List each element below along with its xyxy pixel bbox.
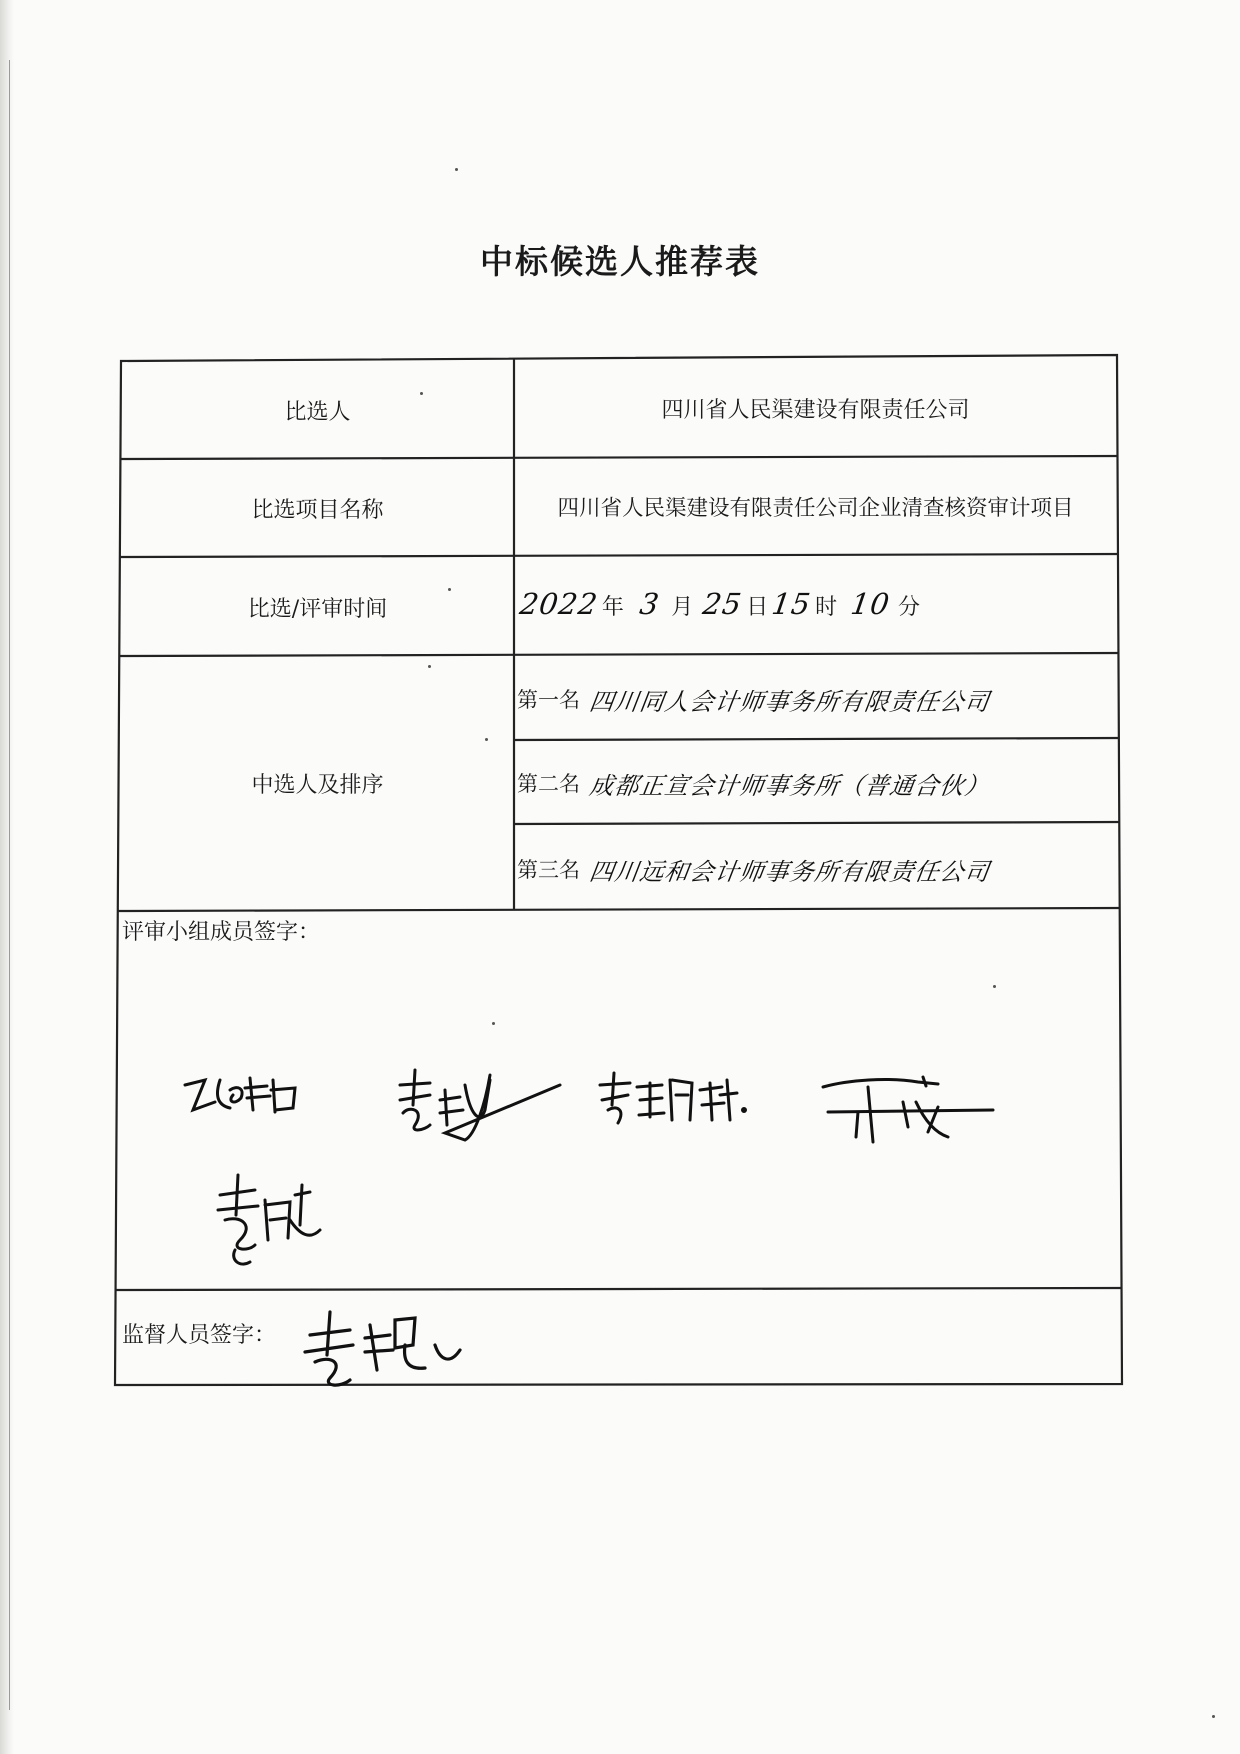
bidder-label: 比选人	[284, 400, 351, 425]
handwritten-hour: 15	[769, 587, 814, 621]
handwritten-month: 3	[637, 587, 662, 621]
project-name-value: 四川省人民渠建设有限责任公司企业清查核资审计项目	[557, 496, 1074, 521]
panel-signature-5	[210, 1170, 330, 1280]
bidder-value: 四川省人民渠建设有限责任公司	[661, 398, 970, 423]
handwritten-year: 2022	[517, 587, 601, 621]
minute-unit: 分	[898, 595, 921, 620]
rank-first-row	[517, 676, 990, 722]
panel-signature-2	[385, 1055, 575, 1145]
ranking-label: 中选人及排序	[251, 772, 384, 798]
rank-first-label: 第一名	[517, 688, 580, 712]
scan-speck	[485, 738, 488, 741]
scan-speck	[428, 665, 431, 668]
rank-second-name: 成都正宣会计师事务所（普通合伙）	[587, 771, 992, 800]
scan-speck	[492, 1022, 495, 1025]
scan-speck	[448, 588, 451, 591]
handwritten-day: 25	[700, 587, 745, 621]
panel-signature-3	[592, 1065, 762, 1145]
scan-speck	[993, 985, 996, 988]
supervisor-signature-label: 监督人员签字：	[122, 1323, 277, 1348]
rank-second-row	[517, 760, 990, 806]
handwritten-minute: 10	[848, 587, 893, 621]
month-unit: 月	[671, 595, 694, 620]
scan-speck	[455, 168, 458, 171]
supervisor-signature	[295, 1300, 465, 1390]
scan-speck	[1212, 1715, 1215, 1718]
rank-third-label: 第三名	[517, 858, 580, 882]
review-time-label: 比选/评审时间	[247, 596, 388, 622]
review-time-value	[517, 587, 921, 631]
rank-third-name: 四川远和会计师事务所有限责任公司	[587, 857, 992, 886]
panel-signature-label: 评审小组成员签字：	[122, 920, 321, 945]
hour-unit: 时	[815, 595, 838, 620]
form-title: 中标候选人推荐表	[480, 242, 760, 281]
rank-second-label: 第二名	[517, 772, 580, 796]
year-unit: 年	[601, 595, 624, 620]
rank-third-row	[517, 846, 990, 892]
scan-edge-line	[9, 60, 10, 1710]
scan-speck	[420, 392, 423, 395]
project-name-label: 比选项目名称	[251, 498, 384, 523]
panel-signature-4	[818, 1072, 998, 1152]
panel-signature-1	[175, 1050, 315, 1130]
rank-first-name: 四川同人会计师事务所有限责任公司	[587, 687, 992, 716]
day-unit: 日	[746, 595, 769, 620]
